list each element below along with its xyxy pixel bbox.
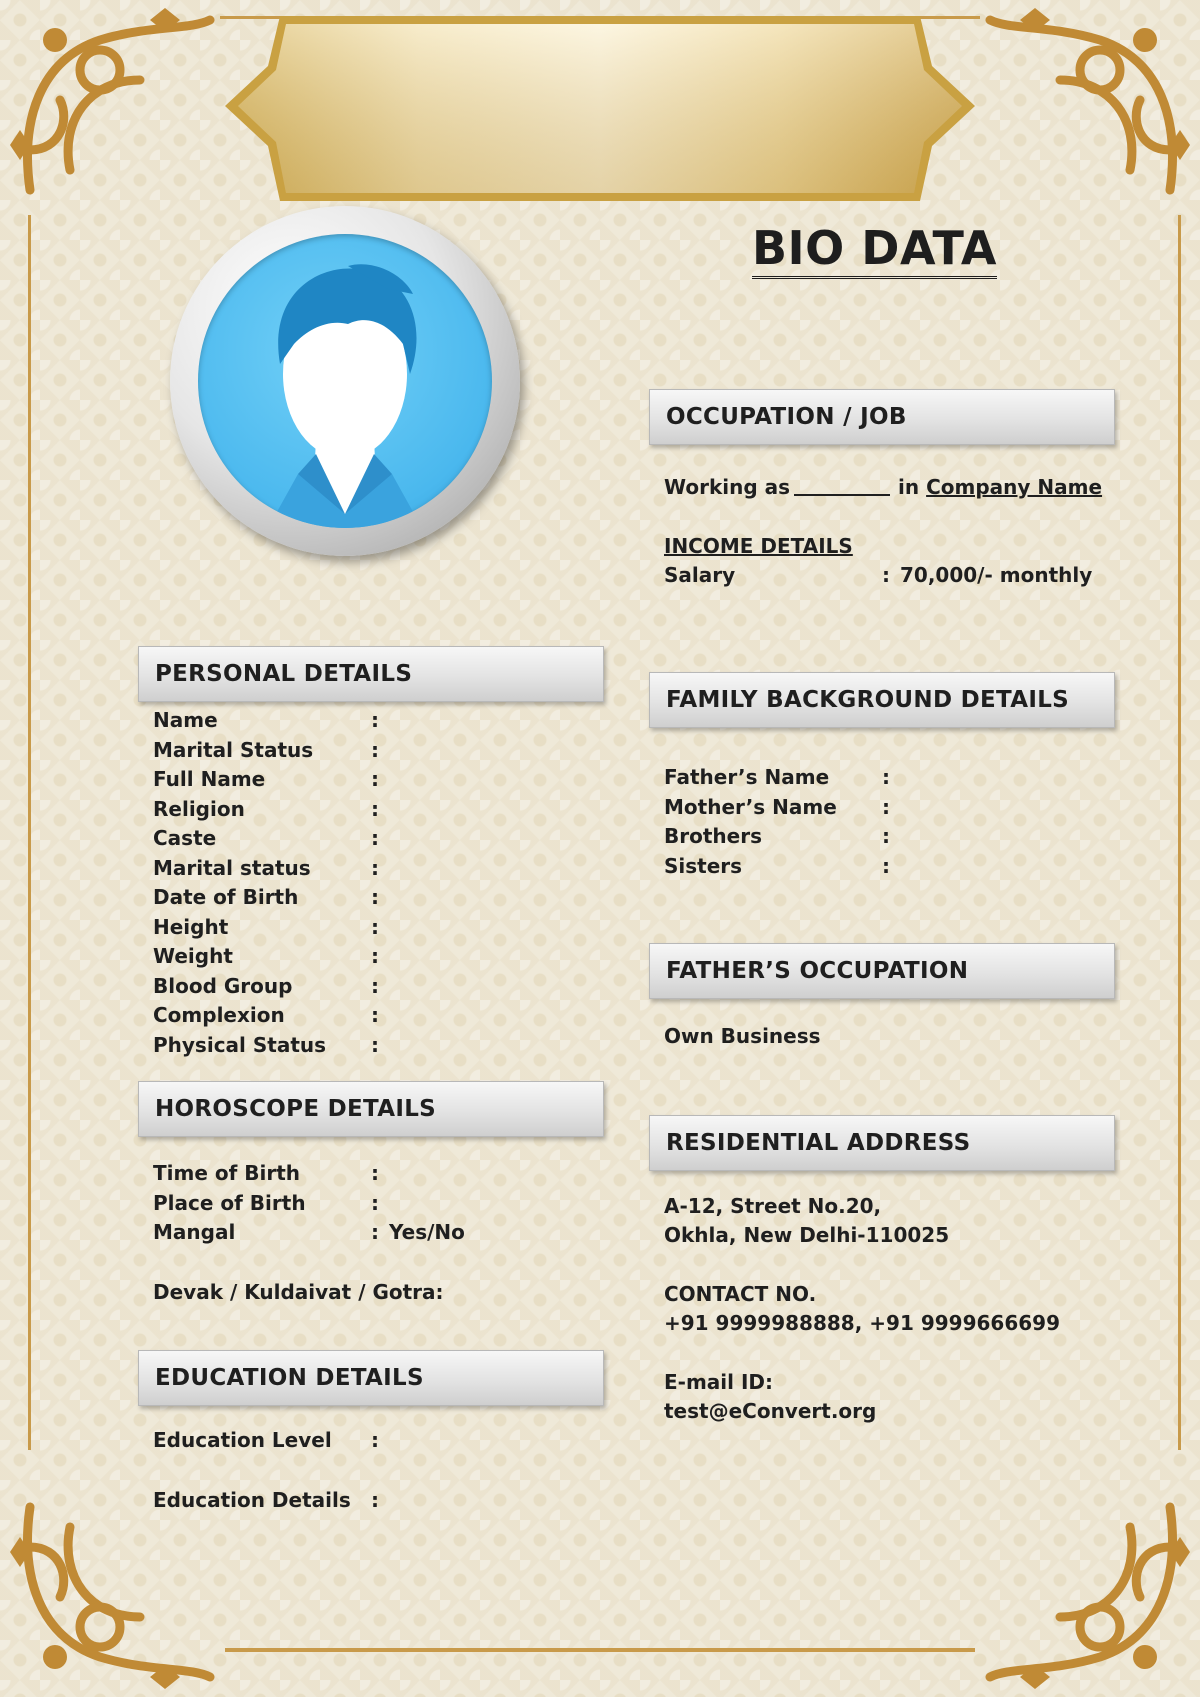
family-detail-row [664,824,1084,852]
field-label: Time of Birth [153,1161,301,1185]
colon: : [371,796,379,821]
colon: : [371,737,379,762]
company-name: Company Name [926,475,1103,499]
personal-detail-row [153,797,573,825]
frame-right-line [1178,215,1181,1450]
personal-detail-row [153,1003,573,1031]
frame-left-line [28,215,31,1450]
personal-detail-row [153,767,573,795]
field-label: Physical Status [153,1032,327,1057]
personal-detail-row [153,974,573,1002]
personal-detail-row [153,826,573,854]
colon: : [371,885,379,909]
field-label: Full Name [153,767,266,791]
education-details-header: EDUCATION DETAILS [138,1350,604,1406]
income-details-header: INCOME DETAILS [664,534,853,558]
education-row [153,1488,573,1516]
salary-value: 70,000/- monthly [900,563,1093,587]
colon: : [371,1220,379,1244]
family-detail-row [664,795,1084,823]
field-label: Mangal [153,1220,236,1244]
salary-label: Salary [664,563,736,587]
field-label: Education Details [153,1488,351,1512]
colon: : [371,1003,379,1027]
address-line-2: Okhla, New Delhi-110025 [664,1223,950,1247]
gotra-label: Devak / Kuldaivat / Gotra: [153,1280,444,1304]
colon: : [371,767,379,791]
colon: : [371,1488,379,1512]
working-as-row [664,475,1102,499]
horoscope-details-header: HOROSCOPE DETAILS [138,1081,604,1137]
in-label: in [898,475,920,499]
field-label: Father’s Name [664,765,830,789]
colon: : [371,914,379,939]
field-label: Brothers [664,824,762,848]
email-value: test@eConvert.org [664,1399,877,1423]
field-label: Education Level [153,1428,332,1452]
field-label: Sisters [664,853,743,878]
personal-detail-row [153,738,573,766]
colon: : [371,855,379,880]
floral-corner-ornament-bottom-right [980,1477,1200,1697]
avatar-photo [198,234,492,528]
field-label: Date of Birth [153,885,299,909]
personal-detail-row [153,856,573,884]
fathers-occupation-header: FATHER’S OCCUPATION [649,943,1115,999]
colon: : [882,765,890,789]
page-title: BIO DATA [752,222,997,279]
occupation-header: OCCUPATION / JOB [649,389,1115,445]
salary-row [664,563,1093,591]
field-label: Weight [153,944,233,968]
field-label: Name [153,708,218,732]
colon: : [371,708,379,732]
colon: : [882,563,890,587]
field-label: Religion [153,796,245,821]
family-background-header: FAMILY BACKGROUND DETAILS [649,672,1115,728]
colon: : [882,794,890,819]
colon: : [371,1191,379,1215]
male-avatar-icon [198,234,492,528]
colon: : [371,1161,379,1185]
field-label: Marital status [153,855,311,880]
horoscope-row [153,1191,573,1219]
contact-value: +91 9999988888, +91 9999666699 [664,1311,1060,1335]
horoscope-row [153,1220,573,1248]
colon: : [371,826,379,850]
field-label: Height [153,914,229,939]
fathers-occupation-value: Own Business [664,1024,821,1048]
working-as-blank [794,478,890,496]
horoscope-row [153,1161,573,1189]
colon: : [371,973,379,998]
personal-detail-row [153,708,573,736]
avatar [170,206,520,556]
education-row [153,1428,573,1456]
personal-detail-row [153,915,573,943]
email-label: E-mail ID: [664,1370,774,1394]
field-label: Caste [153,826,217,850]
residential-address-header: RESIDENTIAL ADDRESS [649,1115,1115,1171]
working-as-label: Working as [664,475,791,499]
field-label: Mother’s Name [664,794,837,819]
field-label: Complexion [153,1003,285,1027]
personal-detail-row [153,885,573,913]
personal-detail-row [153,1033,573,1061]
colon: : [882,824,890,848]
frame-bottom-line [225,1648,975,1652]
mangal-value: Yes/No [389,1220,465,1244]
address-line-1: A-12, Street No.20, [664,1194,882,1218]
field-label: Marital Status [153,737,314,762]
family-detail-row [664,854,1084,882]
colon: : [371,944,379,968]
floral-corner-ornament-top-left [0,0,220,220]
floral-corner-ornament-top-right [980,0,1200,220]
personal-detail-row [153,944,573,972]
personal-details-header: PERSONAL DETAILS [138,646,604,702]
colon: : [371,1032,379,1057]
gold-banner-icon [220,6,980,211]
field-label: Place of Birth [153,1191,306,1215]
family-detail-row [664,765,1084,793]
contact-label: CONTACT NO. [664,1282,817,1306]
colon: : [882,853,890,878]
colon: : [371,1428,379,1452]
field-label: Blood Group [153,973,293,998]
